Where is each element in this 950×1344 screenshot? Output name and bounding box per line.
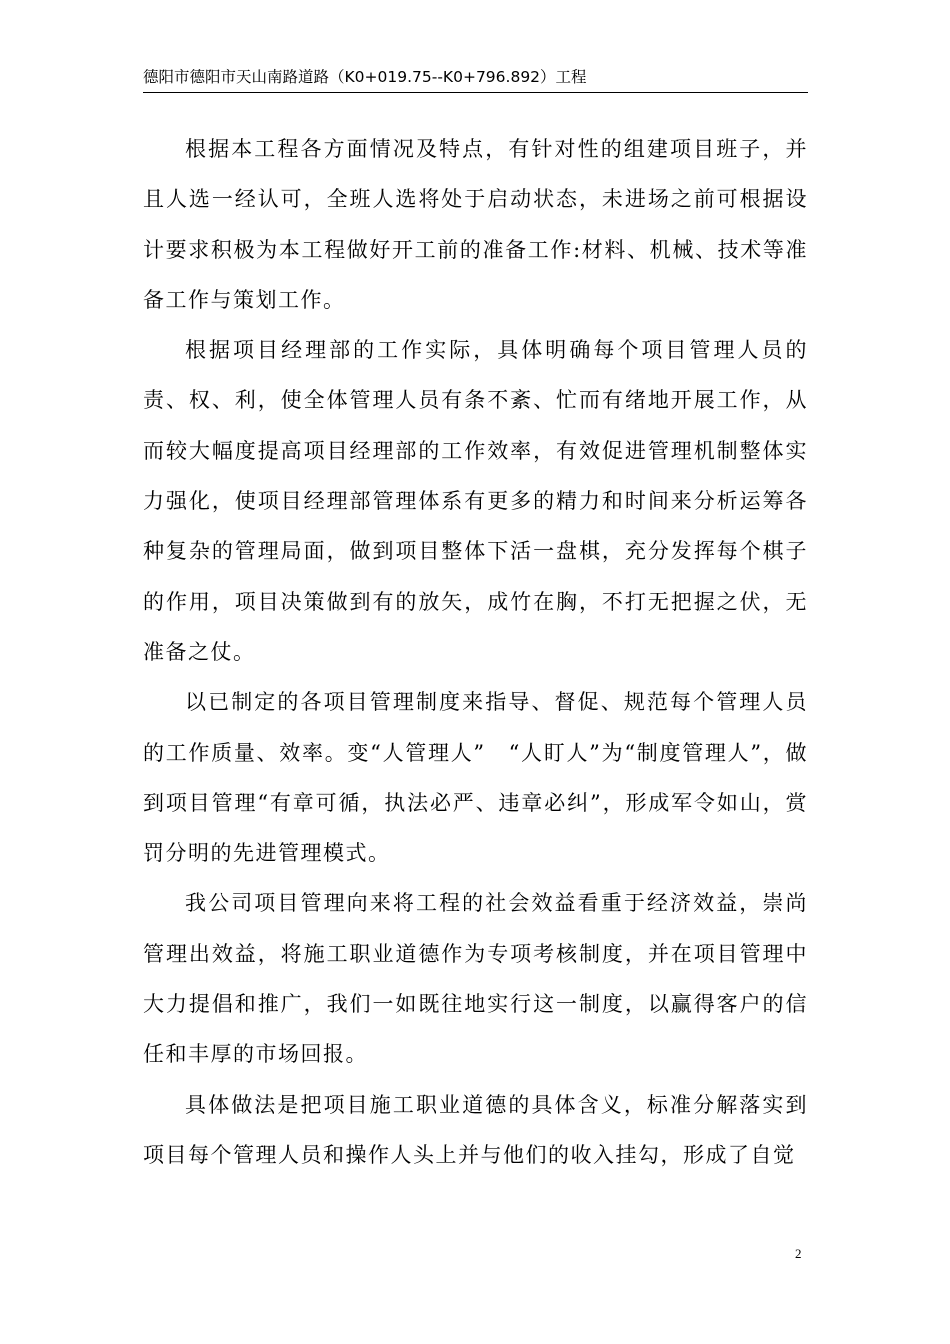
paragraph-5: 具体做法是把项目施工职业道德的具体含义，标准分解落实到项目每个管理人员和操作人头上并与他们的收入挂勾，形成了自觉 <box>143 1092 808 1167</box>
page-number: 2 <box>795 1246 802 1261</box>
page-header <box>143 66 808 93</box>
header-title: 德阳市德阳市天山南路道路（K0+019.75--K0+796.892）工程 <box>143 68 587 86</box>
paragraph-1: 根据本工程各方面情况及特点，有针对性的组建项目班子，并且人选一经认可，全班人选将处于启动状态，未进场之前可根据设计要求积极为本工程做好开工前的准备工作:材料、机械、技术等准备工作与策划工作。 <box>143 137 808 312</box>
paragraph-3: 以已制定的各项目管理制度来指导、督促、规范每个管理人员的工作质量、效率。变“人管理人” “人盯人”为“制度管理人”，做到项目管理“有章可循，执法必严、违章必纠”，形成军令如山，赏罚分明的先进管理模式。 <box>143 690 808 866</box>
paragraph-2: 根据项目经理部的工作实际，具体明确每个项目管理人员的责、权、利，使全体管理人员有条不紊、忙而有绪地开展工作，从而较大幅度提高项目经理部的工作效率，有效促进管理机制整体实力强化，使项目经理部管理体系有更多的精力和时间来分析运筹各种复杂的管理局面，做到项目整体下活一盘棋，充分发挥每个棋子的作用，项目决策做到有的放矢，成竹在胸，不打无把握之伏，无准备之仗。 <box>143 338 808 664</box>
paragraph-4: 我公司项目管理向来将工程的社会效益看重于经济效益，崇尚管理出效益，将施工职业道德作为专项考核制度，并在项目管理中大力提倡和推广，我们一如既往地实行这一制度，以赢得客户的信任和丰厚的市场回报。 <box>143 891 808 1067</box>
body-text <box>143 124 808 1180</box>
